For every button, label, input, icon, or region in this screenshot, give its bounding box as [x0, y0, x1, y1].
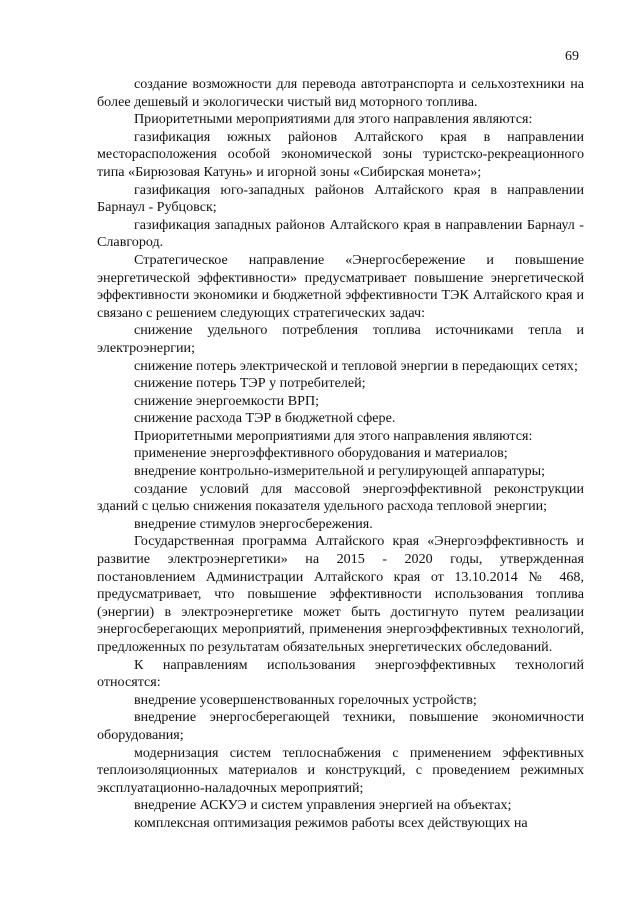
paragraph: газификация южных районов Алтайского края в направлении месторасположения особой экономической зоны туристско-рекреационного типа «Бирюзовая Катунь» и игорной зоны «Сибирская монета»; [97, 128, 584, 180]
paragraph: внедрение АСКУЭ и систем управления энергией на объектах; [134, 797, 512, 814]
paragraph: Стратегическое направление «Энергосбережение и повышение энергетической эффективности» предусматривает повышение энергетической эффективности экономики и бюджетной эффективности ТЭК Алтайского края и связано с решением следующих стратегических задач: [97, 251, 584, 321]
paragraph: создание возможности для перевода автотранспорта и сельхозтехники на более дешевый и экологически чистый вид моторного топлива. [97, 76, 584, 110]
paragraph: снижение потерь ТЭР у потребителей; [134, 375, 366, 392]
paragraph: Государственная программа Алтайского края «Энергоэффективность и развитие электроэнергетики» на 2015 - 2020 годы, утвержденная постановлением Администрации Алтайского края от 13.10.2014 № 468, предусматривает, что повышение эффективности использования топлива (энергии) в электроэнергетике может быть достигнуто путем реализации энергосберегающих мероприятий, применения энергоэффективных технологий, предложенных по результатам обязательных энергетических обследований. [97, 533, 584, 655]
paragraph: газификация юго-западных районов Алтайского края в направлении Барнаул - Рубцовск; [97, 181, 584, 216]
paragraph: создание условий для массовой энергоэффективной реконструкции зданий с целью снижения показателя удельного расхода тепловой энергии; [97, 480, 584, 515]
paragraph: модернизация систем теплоснабжения с применением эффективных теплоизоляционных материалов и конструкций, с проведением режимных эксплуатационно-наладочных мероприятий; [97, 744, 584, 796]
paragraph: внедрение усовершенствованных горелочных устройств; [134, 691, 477, 708]
paragraph: применение энергоэффективного оборудования и материалов; [134, 445, 508, 462]
paragraph: комплексная оптимизация режимов работы всех действующих на [134, 814, 528, 831]
paragraph: снижение удельного потребления топлива источниками тепла и электроэнергии; [97, 322, 584, 356]
paragraph: снижение энергоемкости ВРП; [134, 392, 320, 409]
paragraph: Приоритетными мероприятиями для этого направления являются: [134, 111, 533, 128]
paragraph: Приоритетными мероприятиями для этого направления являются: [134, 427, 533, 444]
paragraph: снижение расхода ТЭР в бюджетной сфере. [134, 410, 396, 427]
paragraph: снижение потерь электрической и тепловой энергии в передающих сетях; [134, 357, 578, 374]
paragraph: внедрение стимулов энергосбережения. [134, 515, 373, 532]
page-number: 69 [565, 49, 579, 64]
paragraph: К направлениям использования энергоэффективных технологий относятся: [97, 656, 584, 691]
paragraph: газификация западных районов Алтайского края в направлении Барнаул - Славгород. [97, 216, 584, 251]
paragraph: внедрение энергосберегающей техники, повышение экономичности оборудования; [97, 709, 584, 743]
document-body [97, 76, 584, 833]
paragraph: внедрение контрольно-измерительной и регулирующей аппаратуры; [134, 463, 546, 480]
